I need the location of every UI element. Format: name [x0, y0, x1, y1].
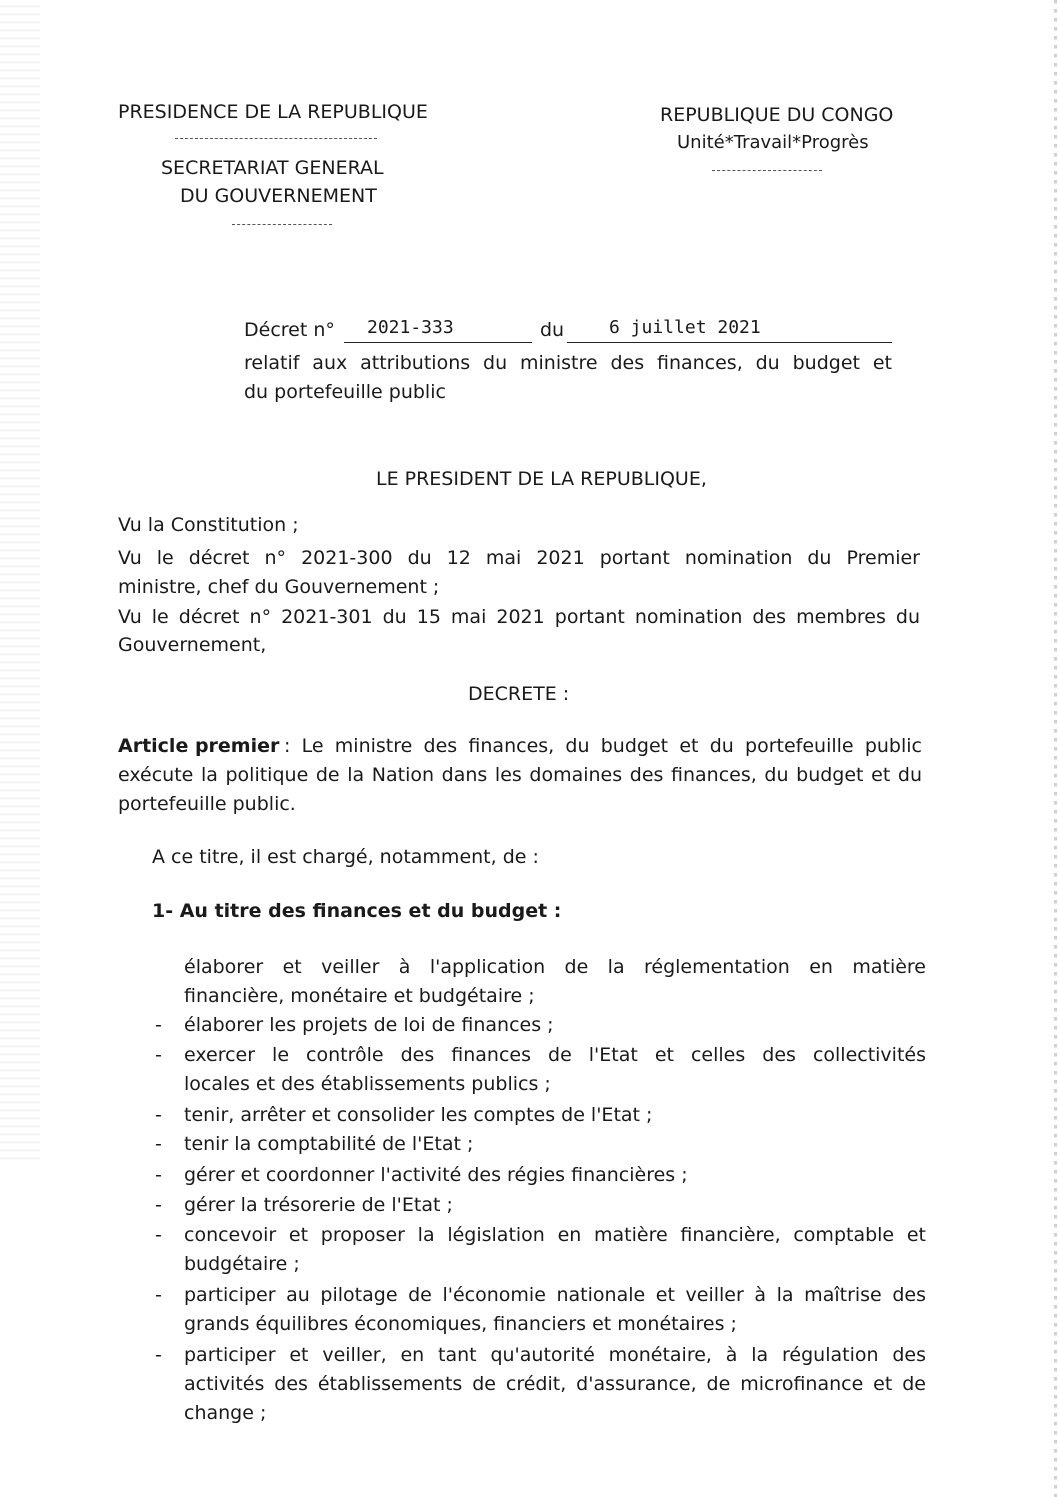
decree-subject-line2: du portefeuille public	[244, 381, 446, 403]
scan-artifact-right	[1054, 0, 1057, 1497]
header-gouvernement: DU GOUVERNEMENT	[180, 185, 377, 207]
list-item-8-line2: budgétaire ;	[184, 1253, 300, 1275]
intro-line: A ce titre, il est chargé, notamment, de :	[152, 846, 539, 868]
list-bullet-9: -	[155, 1284, 162, 1306]
list-item-1-line1: élaborer et veiller à l'application de la réglementation en matière	[184, 956, 926, 978]
list-item-4: tenir, arrêter et consolider les comptes de l'Etat ;	[184, 1104, 653, 1126]
header-right-divider	[712, 170, 822, 171]
decree-number-underline	[344, 342, 532, 343]
list-bullet-10: -	[155, 1344, 162, 1366]
header-motto: Unité*Travail*Progrès	[677, 132, 869, 153]
visa-decret-300-line2: ministre, chef du Gouvernement ;	[118, 576, 440, 598]
decree-subject-line1: relatif aux attributions du ministre des finances, du budget et	[244, 352, 892, 374]
header-secretariat: SECRETARIAT GENERAL	[161, 157, 384, 179]
list-item-3-line1: exercer le contrôle des finances de l'Etat et celles des collectivités	[184, 1044, 926, 1066]
visa-decret-301-line1: Vu le décret n° 2021-301 du 15 mai 2021 portant nomination des membres du	[118, 606, 920, 628]
president-title: LE PRESIDENT DE LA REPUBLIQUE,	[376, 468, 707, 490]
decree-date-underline	[567, 342, 892, 343]
list-item-9-line2: grands équilibres économiques, financiers et monétaires ;	[184, 1313, 737, 1335]
list-item-10-line3: change ;	[184, 1402, 267, 1424]
visa-decret-300-line1: Vu le décret n° 2021-300 du 12 mai 2021 portant nomination du Premier	[118, 547, 920, 569]
list-item-1-line2: financière, monétaire et budgétaire ;	[184, 985, 535, 1007]
list-bullet-2: -	[155, 1014, 162, 1036]
visa-decret-301-line2: Gouvernement,	[118, 634, 267, 656]
decree-number: 2021-333	[367, 317, 454, 338]
section-1-title: 1- Au titre des finances et du budget :	[152, 900, 562, 922]
list-item-5: tenir la comptabilité de l'Etat ;	[184, 1133, 474, 1155]
list-bullet-4: -	[155, 1104, 162, 1126]
header-presidence: PRESIDENCE DE LA REPUBLIQUE	[118, 101, 428, 123]
header-left-divider-1	[175, 138, 377, 139]
scan-artifact-left	[0, 0, 40, 1160]
list-item-10-line1: participer et veiller, en tant qu'autorité monétaire, à la régulation des	[184, 1344, 926, 1366]
decree-date: 6 juillet 2021	[609, 317, 761, 338]
article-premier-line2: exécute la politique de la Nation dans les domaines des finances, du budget et du	[118, 764, 922, 786]
visa-constitution: Vu la Constitution ;	[118, 514, 299, 536]
list-item-7: gérer la trésorerie de l'Etat ;	[184, 1194, 453, 1216]
list-bullet-7: -	[155, 1194, 162, 1216]
article-premier-line3: portefeuille public.	[118, 793, 296, 815]
list-item-6: gérer et coordonner l'activité des régies financières ;	[184, 1164, 688, 1186]
list-item-3-line2: locales et des établissements publics ;	[184, 1073, 551, 1095]
list-bullet-6: -	[155, 1164, 162, 1186]
decree-du: du	[540, 319, 565, 341]
list-item-8-line1: concevoir et proposer la législation en matière financière, comptable et	[184, 1224, 926, 1246]
header-left-divider-2	[232, 224, 332, 225]
list-bullet-8: -	[155, 1224, 162, 1246]
decree-prefix: Décret n°	[244, 319, 335, 341]
list-item-9-line1: participer au pilotage de l'économie nationale et veiller à la maîtrise des	[184, 1284, 926, 1306]
list-bullet-5: -	[155, 1133, 162, 1155]
list-bullet-3: -	[155, 1044, 162, 1066]
list-item-2: élaborer les projets de loi de finances ;	[184, 1014, 554, 1036]
article-premier-line1: : Le ministre des finances, du budget et du portefeuille public	[284, 735, 922, 757]
decrete-heading: DECRETE :	[468, 683, 570, 705]
header-republique: REPUBLIQUE DU CONGO	[660, 104, 894, 126]
article-premier-label: Article premier	[118, 735, 280, 757]
list-item-10-line2: activités des établissements de crédit, d'assurance, de microfinance et de	[184, 1373, 926, 1395]
